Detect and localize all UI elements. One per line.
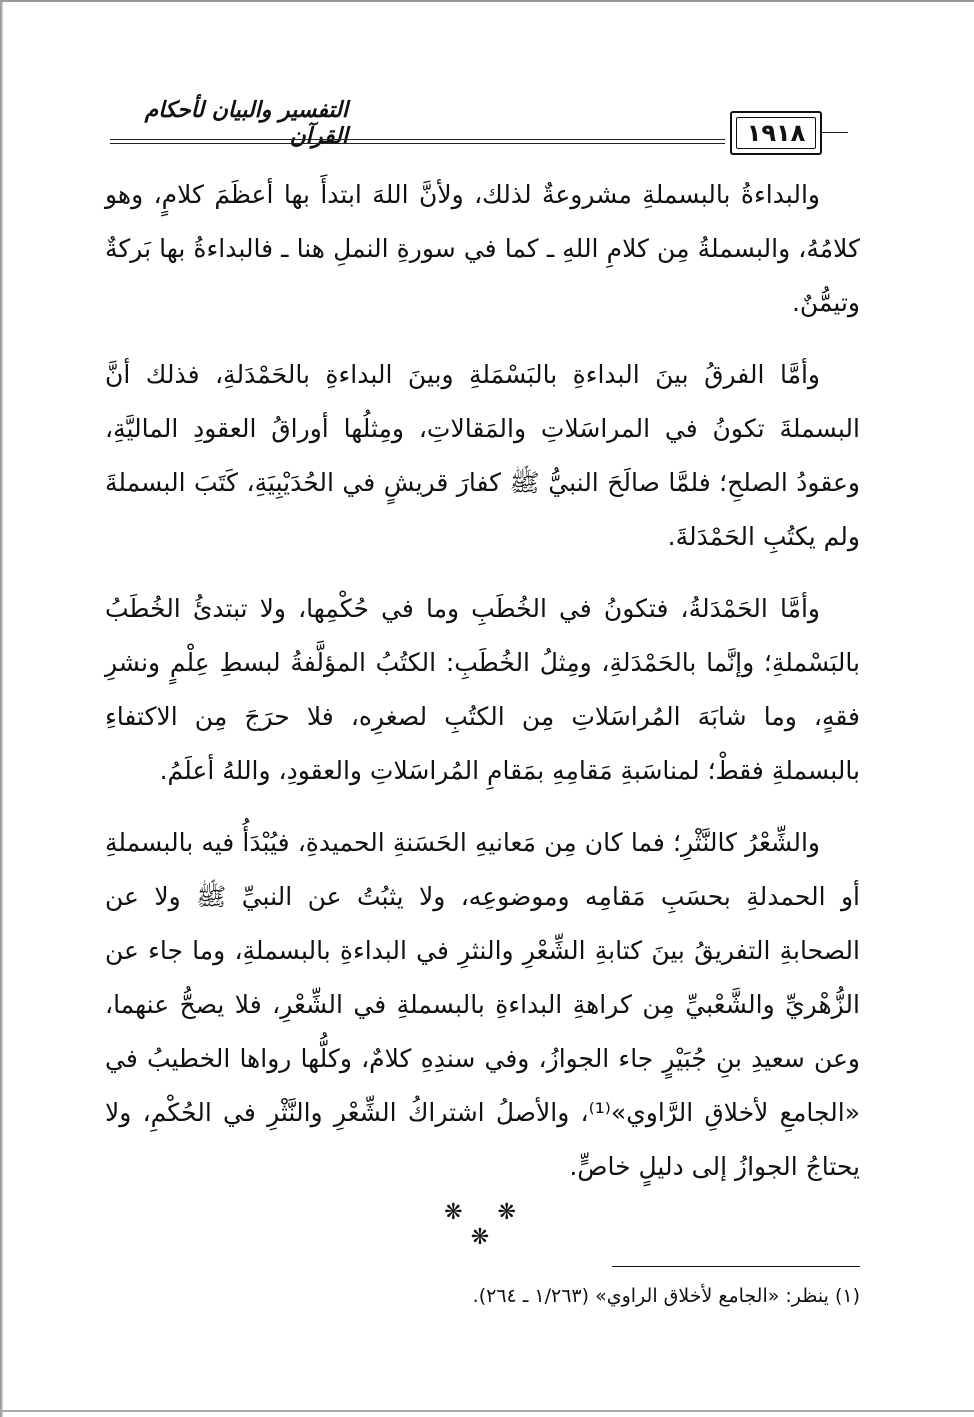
- paragraph-bismillah-start: والبداءةُ بالبسملةِ مشروعةٌ لذلك، ولأنَّ اللهَ ابتدأَ بها أعظَمَ كلامٍ، وهو كلامُهُ، والبسملةُ مِن كلامِ اللهِ ـ كما في سورةِ النملِ هنا ـ فالبداءةُ بها بَركةٌ وتيمُّنٌ.: [105, 180, 860, 317]
- paragraph-poetry: والشِّعْرُ كالنَّثْرِ؛ فما كان مِن مَعانيهِ الحَسَنةِ الحميدةِ، فيُبْدَأُ فيه بالبسملةِ أو الحمدلةِ بحسَبِ مَقامِه وموضوعِه، ولا يثبُتُ عن النبيِّ ﷺ ولا عن الصحابةِ التفريقُ بينَ كتابةِ الشِّعْرِ والنثرِ في البداءةِ بالبسملةِ، وما جاء عن الزُّهْريِّ والشَّعْبيِّ مِن كراهةِ البداءةِ بالبسملةِ في الشِّعْرِ، فلا يصحُّ عنهما، وعن سعيدِ بنِ جُبَيْرٍ جاء الجوازُ، وفي سندِهِ كلامٌ، وكلُّها رواها الخطيبُ في «الجامعِ لأخلاقِ الرَّاوي»⁽¹⁾، والأصلُ اشتراكُ الشِّعْرِ والنَّثْرِ في الحُكْمِ، ولا يحتاجُ الجوازُ إلى دليلٍ خاصٍّ.: [105, 828, 860, 1181]
- running-title: التفسير والبيان لأحكام القرآن: [144, 97, 348, 149]
- paragraph-hamdala: وأمَّا الحَمْدَلةُ، فتكونُ في الخُطَبِ وما في حُكْمِها، ولا تبتدئُ الخُطَبُ بالبَسْملةِ؛ وإنَّما بالحَمْدَلةِ، ومِثلُ الخُطَبِ: الكتُبُ المؤلَّفةُ لبسطِ عِلْمٍ ونشرِ فقهٍ، وما شابَهَ المُراسَلاتِ مِن الكتُبِ لصغرِه، فلا حرَجَ مِن الاكتفاءِ بالبسملةِ فقطْ؛ لمناسَبةِ مَقامِهِ بمَقامِ المُراسَلاتِ والعقودِ، واللهُ أعلَمُ.: [105, 594, 860, 785]
- page-number: ١٩١٨: [746, 119, 806, 147]
- page-number-inner-frame: [736, 117, 816, 149]
- scan-edge-bottom: [0, 1410, 974, 1412]
- section-separator: ❋ ❋ ❋: [444, 1200, 530, 1250]
- page-header: [110, 95, 840, 155]
- paragraph-basmala-vs-hamdala: وأمَّا الفرقُ بينَ البداءةِ بالبَسْمَلةِ وبينَ البداءةِ بالحَمْدَلةِ، فذلك أنَّ البسملةَ تكونُ في المراسَلاتِ والمَقالاتِ، ومِثلُها أوراقُ العقودِ الماليَّةِ، وعقودُ الصلحِ؛ فلمَّا صالَحَ النبيُّ ﷺ كفارَ قريشٍ في الحُدَيْبِيَةِ، كَتَبَ البسملةَ ولم يكتُبِ الحَمْدَلةَ.: [105, 360, 860, 551]
- main-text: [105, 168, 860, 1212]
- header-rule: [110, 139, 725, 140]
- header-rule-double: [110, 143, 725, 144]
- header-right-rule: [822, 132, 848, 133]
- scan-edge-top: [0, 0, 974, 2]
- scan-edge-left: [0, 0, 3, 1417]
- footnote: (١) ينظر: «الجامع لأخلاق الراوي» (١/٢٦٣ ـ ٢٦٤).: [472, 1285, 860, 1307]
- page-number-box: [730, 111, 822, 155]
- footnote-rule: [612, 1266, 860, 1267]
